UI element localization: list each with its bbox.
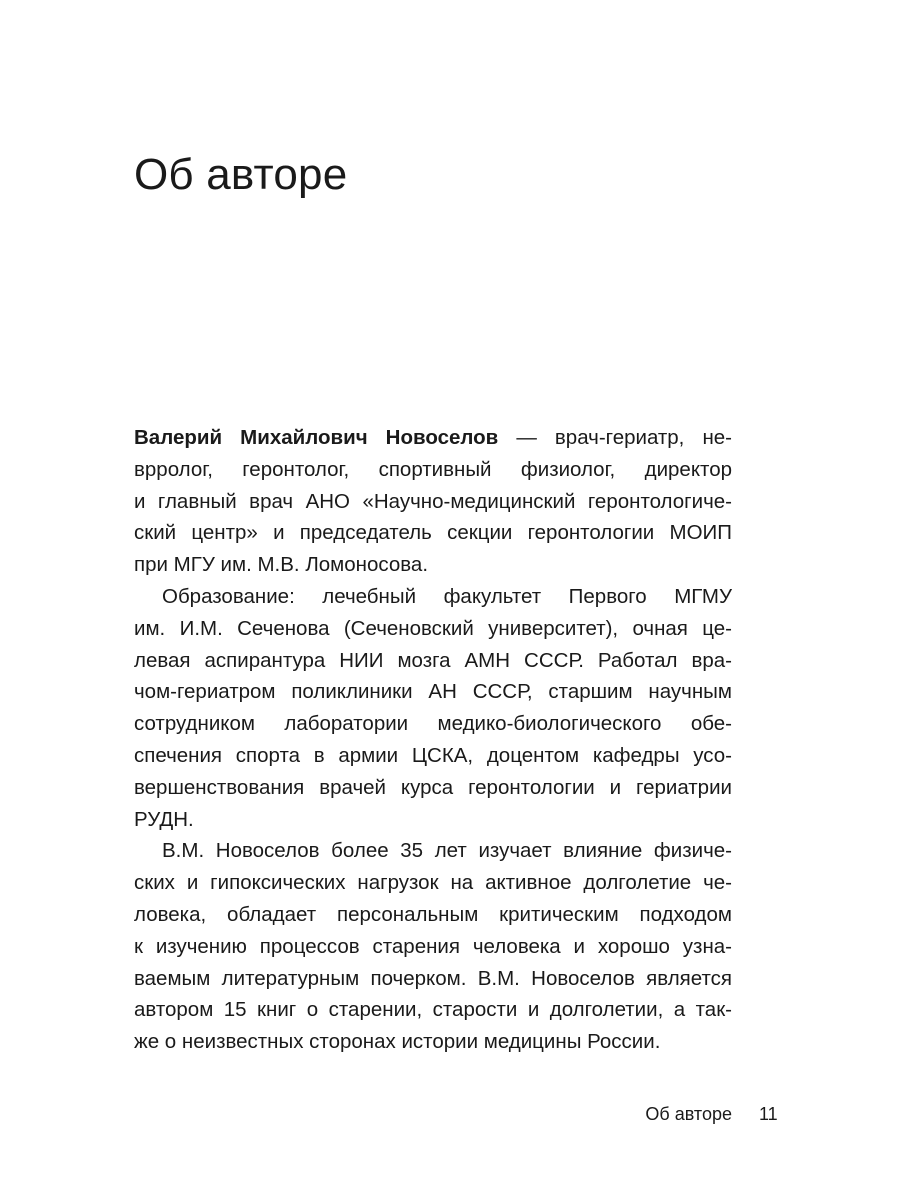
research-paragraph-line-5: ваемым литературным почерком. В.М. Новоселов является <box>134 966 732 990</box>
education-paragraph-line-7: вершенствования врачей курса геронтологии и гериатрии <box>134 775 732 799</box>
education-paragraph-line-1: Образование: лечебный факультет Первого МГМУ <box>162 584 732 608</box>
education-paragraph-line-2: им. И.М. Сеченова (Сеченовский университет), очная це- <box>134 616 732 640</box>
author-bio <box>134 422 732 1058</box>
education-paragraph-line-3: левая аспирантура НИИ мозга АМН СССР. Работал вра- <box>134 648 732 672</box>
page-number: 11 <box>759 1104 778 1124</box>
education-paragraph-line-4: чом-гериатром поликлиники АН СССР, старшим научным <box>134 680 732 704</box>
research-paragraph-line-4: к изучению процессов старения человека и хорошо узна- <box>134 934 732 958</box>
research-paragraph-line-6: автором 15 книг о старении, старости и долголетии, а так- <box>134 998 732 1022</box>
education-paragraph-line-6: спечения спорта в армии ЦСКА, доцентом кафедры усо- <box>134 743 732 767</box>
education-paragraph-line-8: РУДН. <box>134 807 194 831</box>
research-paragraph-line-1: В.М. Новоселов более 35 лет изучает влияние физиче- <box>162 839 732 863</box>
research-paragraph-line-7: же о неизвестных сторонах истории медицины России. <box>134 1030 661 1054</box>
bio-paragraph-1-line-4: ский центр» и председатель секции геронтологии МОИП <box>134 521 732 545</box>
page-title: Об авторе <box>134 150 348 199</box>
research-paragraph-line-3: ловека, обладает персональным критическим подходом <box>134 902 732 926</box>
paragraph-text: — врач-гериатр, не- <box>498 426 732 449</box>
research-paragraph-line-2: ских и гипоксических нагрузок на активное долголетие че- <box>134 871 732 895</box>
author-name: Валерий Михайлович Новоселов <box>134 426 499 449</box>
bio-paragraph-1-line-2: врролог, геронтолог, спортивный физиолог, директор <box>134 457 732 481</box>
bio-paragraph-1-line-3: и главный врач АНО «Научно-медицинский геронтологиче- <box>134 489 732 513</box>
education-paragraph-line-5: сотрудником лаборатории медико-биологического обе- <box>134 712 732 736</box>
bio-paragraph-1-line-1 <box>134 422 732 454</box>
footer-running-title: Об авторе <box>645 1104 732 1124</box>
bio-paragraph-1-line-5: при МГУ им. М.В. Ломоносова. <box>134 553 429 577</box>
